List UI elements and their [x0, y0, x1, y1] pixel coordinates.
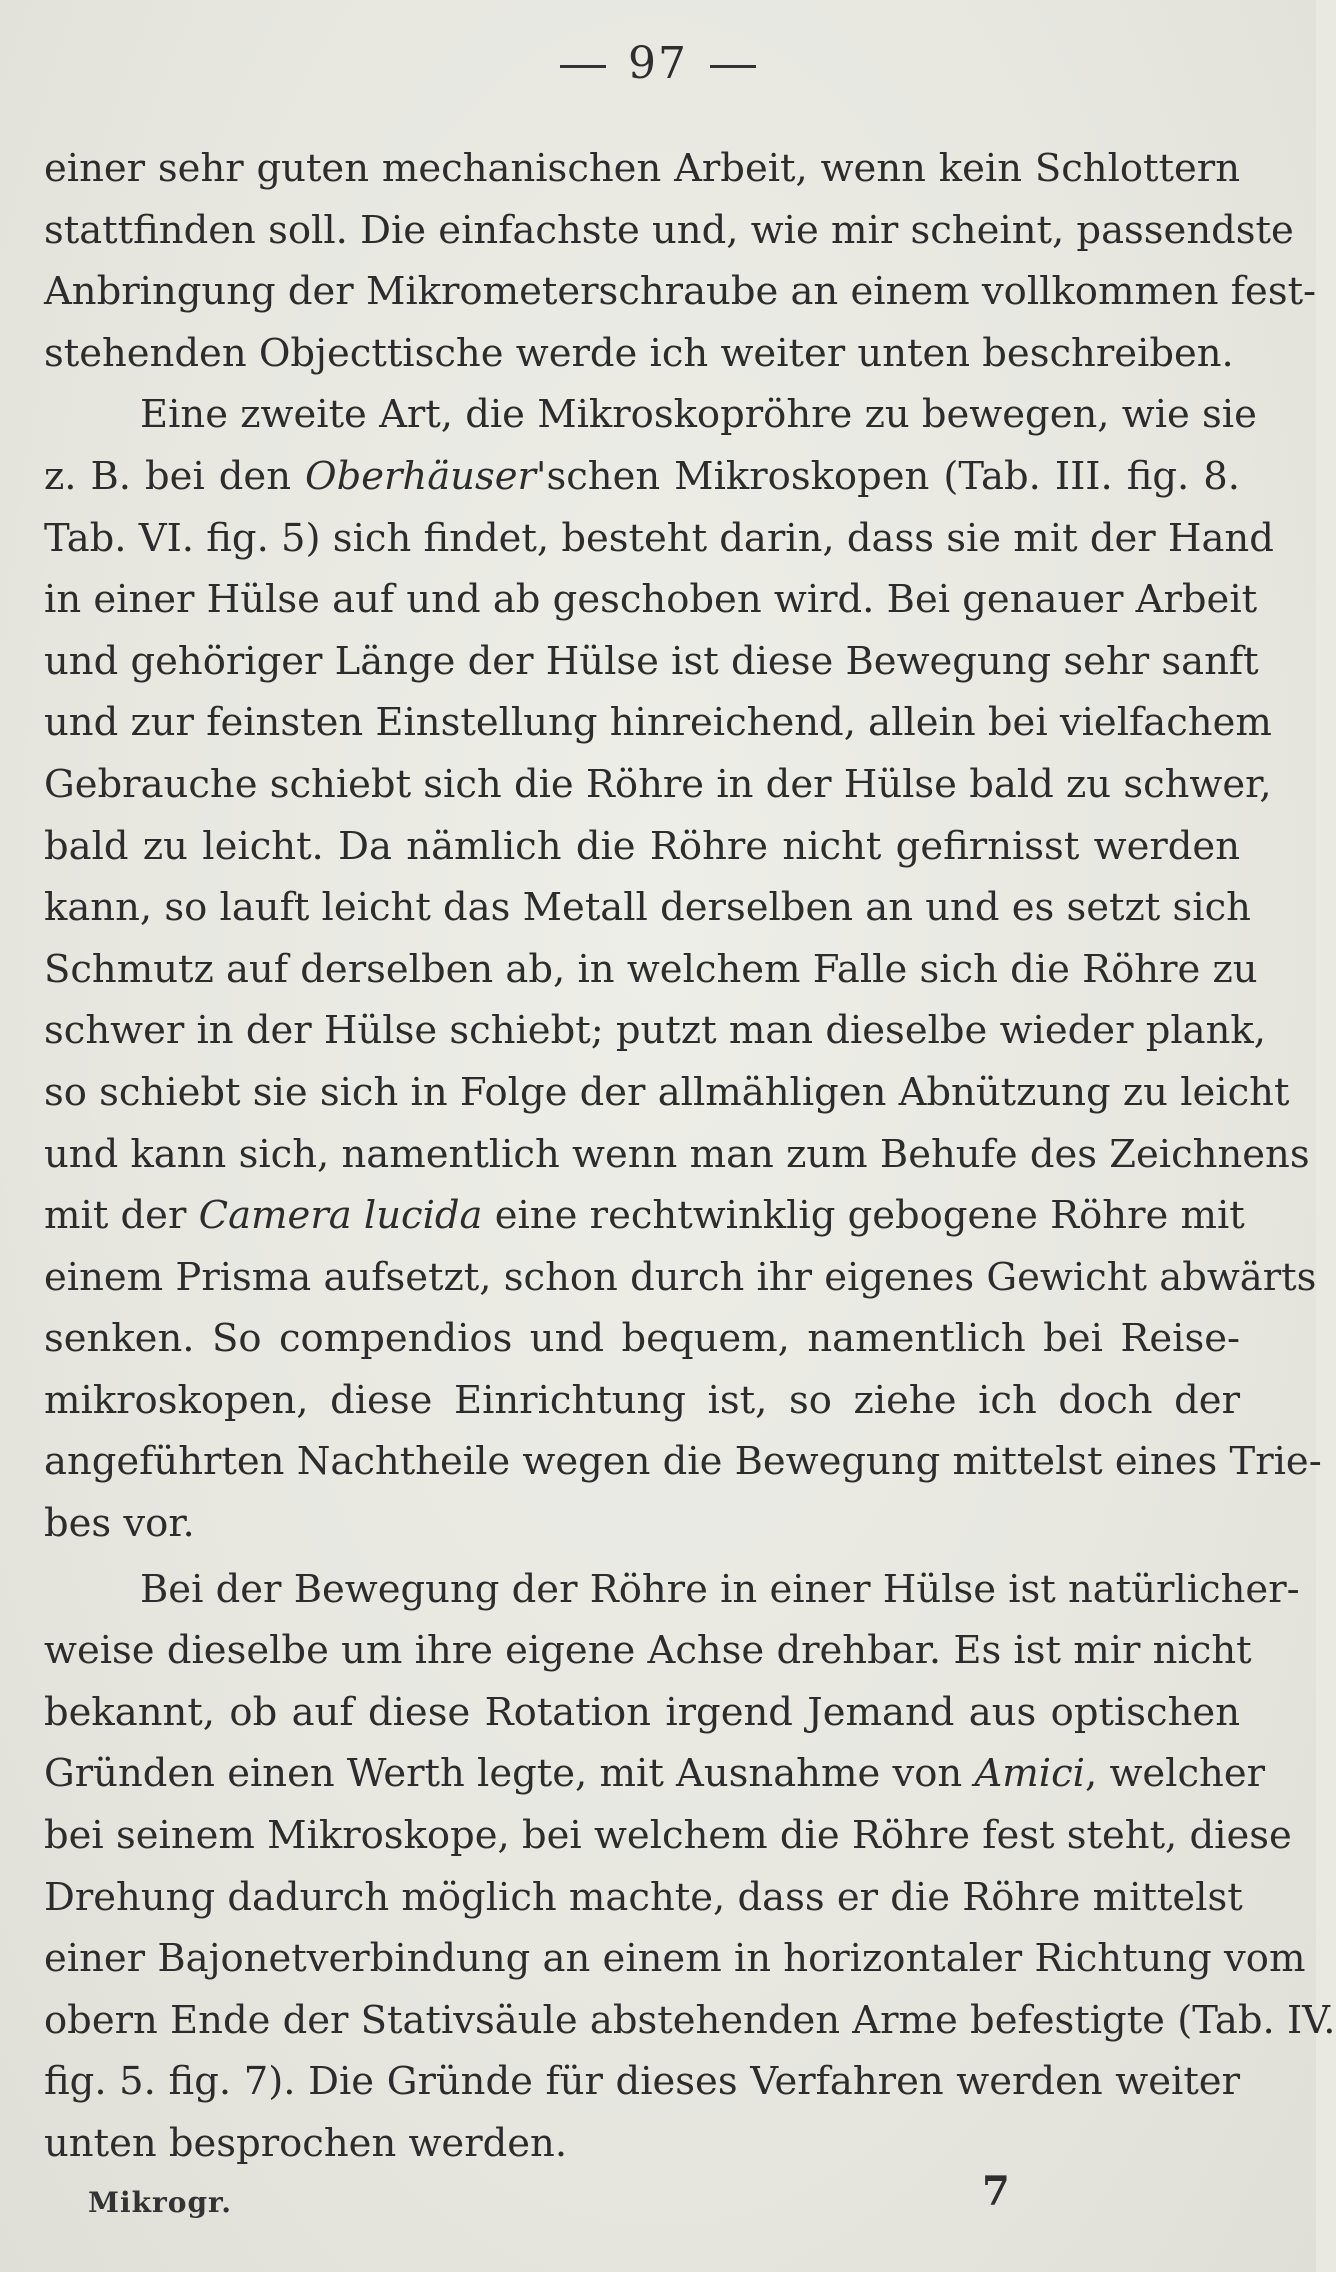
- text-line: und zur feinsten Einstellung hinreichend, allein bei vielfachem: [44, 700, 1272, 746]
- text-run: 'schen Mikroskopen (Tab. III. fig. 8.: [535, 453, 1241, 499]
- text-line: einem Prisma aufsetzt, schon durch ihr eigenes Gewicht abwärts: [44, 1254, 1317, 1300]
- body-text: [44, 138, 1336, 2175]
- text-line: fig. 5. fig. 7). Die Gründe für dieses Verfahren werden weiter: [44, 2059, 1240, 2105]
- sheet-number: 7: [982, 2168, 1010, 2215]
- text-line: und kann sich, namentlich wenn man zum Behufe des Zeichnens: [44, 1131, 1310, 1177]
- text-line: Eine zweite Art, die Mikroskopröhre zu bewegen, wie sie: [140, 392, 1257, 438]
- text-line: [44, 446, 1240, 508]
- italic-name-oberhaeuser: Oberhäuser: [305, 453, 536, 499]
- text-line: einer Bajonetverbindung an einem in horizontaler Richtung vom: [44, 1936, 1306, 1982]
- text-run: mit der: [44, 1193, 187, 1239]
- text-line: Drehung dadurch möglich machte, dass er die Röhre mittelst: [44, 1874, 1243, 1920]
- text-line: stattfinden soll. Die einfachste und, wie mir scheint, passendste: [44, 207, 1294, 253]
- text-line: kann, so lauft leicht das Metall derselben an und es setzt sich: [44, 885, 1251, 931]
- text-line: und gehöriger Länge der Hülse ist diese Bewegung sehr sanft: [44, 638, 1259, 684]
- text-line: einer sehr guten mechanischen Arbeit, wenn kein Schlottern: [44, 146, 1240, 191]
- page-number: 97: [628, 38, 688, 89]
- text-line: schwer in der Hülse schiebt; putzt man dieselbe wieder plank,: [44, 1008, 1266, 1054]
- text-line: unten besprochen werden.: [44, 2121, 568, 2166]
- text-line: obern Ende der Stativsäule abstehenden Arme befestigte (Tab. IV.: [44, 1997, 1336, 2043]
- text-line: Tab. VI. fig. 5) sich findet, besteht darin, dass sie mit der Hand: [44, 515, 1274, 561]
- dash-left: [560, 65, 606, 68]
- italic-term-camera-lucida: Camera lucida: [198, 1193, 483, 1239]
- text-line: Gebrauche schiebt sich die Röhre in der Hülse bald zu schwer,: [44, 761, 1272, 807]
- text-line: senken. So compendios und bequem, namentlich bei Reise-: [44, 1316, 1240, 1362]
- text-line: mikroskopen, diese Einrichtung ist, so ziehe ich doch der: [44, 1377, 1240, 1423]
- paragraph-1: [44, 138, 1317, 384]
- signature-mark: Mikrogr.: [88, 2186, 232, 2219]
- text-run: Gründen einen Werth legte, mit Ausnahme von: [44, 1751, 963, 1797]
- text-run: z. B. bei den: [44, 453, 292, 499]
- text-run: eine rechtwinklig gebogene Röhre mit: [494, 1193, 1245, 1239]
- running-head: [0, 38, 1316, 89]
- text-line: so schiebt sie sich in Folge der allmähligen Abnützung zu leicht: [44, 1069, 1290, 1115]
- text-line: in einer Hülse auf und ab geschoben wird. Bei genauer Arbeit: [44, 577, 1258, 623]
- paragraph-3: [44, 1559, 1336, 2175]
- dash-right: [710, 65, 756, 68]
- paragraph-2: [44, 384, 1322, 1554]
- text-line: [44, 1743, 1266, 1805]
- text-line: bei seinem Mikroskope, bei welchem die Röhre fest steht, diese: [44, 1813, 1292, 1859]
- text-line: bes vor.: [44, 1501, 195, 1547]
- text-line: angeführten Nachtheile wegen die Bewegung mittelst eines Trie-: [44, 1439, 1322, 1485]
- text-run: , welcher: [1084, 1751, 1266, 1797]
- italic-name-amici: Amici: [974, 1751, 1085, 1797]
- text-line: bald zu leicht. Da nämlich die Röhre nicht gefirnisst werden: [44, 823, 1240, 869]
- text-line: stehenden Objecttische werde ich weiter unten beschreiben.: [44, 330, 1234, 376]
- text-line: Anbringung der Mikrometerschraube an einem vollkommen fest-: [44, 269, 1317, 315]
- text-line: [44, 1185, 1245, 1247]
- text-line: Schmutz auf derselben ab, in welchem Falle sich die Röhre zu: [44, 946, 1258, 992]
- text-line: Bei der Bewegung der Röhre in einer Hülse ist natürlicher-: [140, 1566, 1300, 1612]
- text-line: weise dieselbe um ihre eigene Achse drehbar. Es ist mir nicht: [44, 1628, 1252, 1674]
- text-line: bekannt, ob auf diese Rotation irgend Jemand aus optischen: [44, 1689, 1240, 1735]
